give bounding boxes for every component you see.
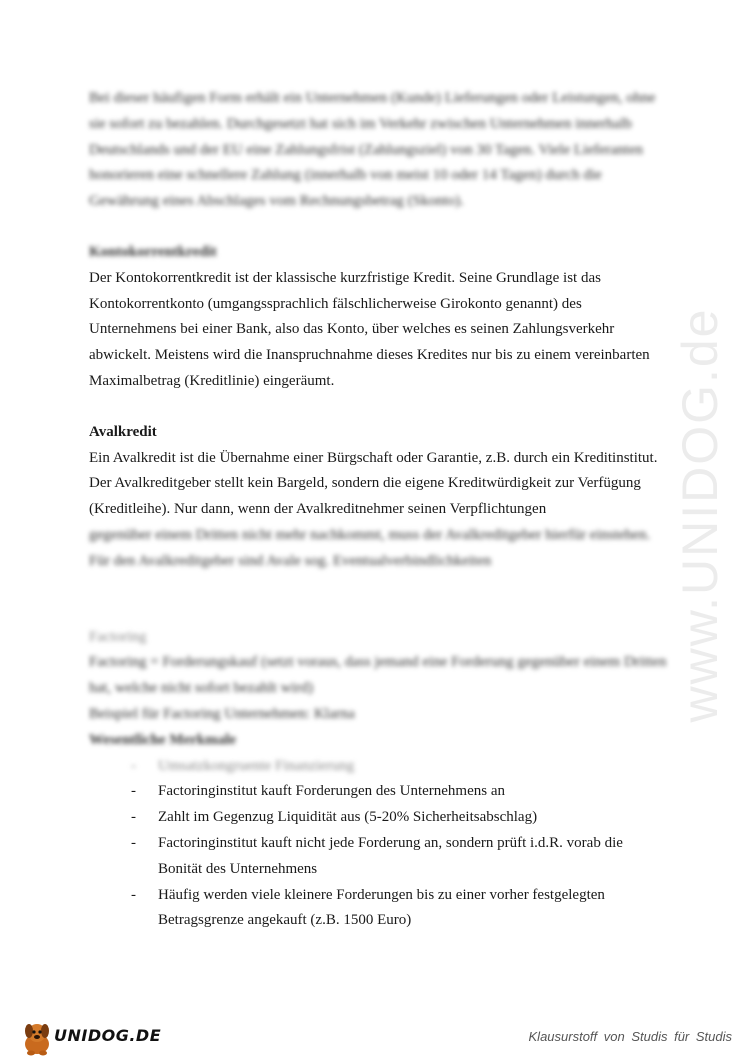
features-list: [89, 754, 669, 935]
footer-tagline: Klausurstoff von Studis für Studis: [528, 1029, 732, 1044]
bullet-dash: -: [131, 783, 136, 800]
aval-paragraph: Ein Avalkredit ist die Übernahme einer Bürgschaft oder Garantie, z.B. durch ein Kreditinstitut. Der Avalkreditgeber stellt kein Bargeld, sondern die eigene Kreditwürdigkeit zur Verfügung (Kreditleihe). Nur dann, wenn der Avalkreditnehmer seinen Verpflichtungen: [89, 449, 658, 518]
watermark-text: www.UNIDOG.de: [672, 307, 728, 723]
list-item-text: Häufig werden viele kleinere Forderungen bis zu einer vorher festgelegten Betragsgrenze angekauft (z.B. 1500 Euro): [158, 886, 605, 929]
list-item: [89, 883, 669, 935]
watermark: [670, 280, 730, 750]
factoring-example: Beispiel für Factoring Unternehmen: Klarna: [89, 705, 355, 722]
bullet-dash: -: [131, 809, 136, 826]
factoring-definition: Factoring = Forderungskauf (setzt voraus, dass jemand eine Forderung gegenüber einem Dritten hat, welche nicht sofort bezahlt wird): [89, 654, 667, 697]
blurred-intro-paragraph: Bei dieser häufigen Form erhält ein Unternehmen (Kunde) Lieferungen oder Leistungen, ohne sie sofort zu bezahlen. Durchgesetzt hat sich im Verkehr zwischen Unternehmen innerhalb Deutschlands und der EU eine Zahlungsfrist (Zahlungsziel) von 30 Tagen. Viele Lieferanten honorieren eine schnellere Zahlung (innerhalb von meist 10 oder 14 Tagen) durch die Gewährung eines Abschlages vom Rechnungsbetrag (Skonto).: [89, 90, 656, 210]
list-item-text: Factoringinstitut kauft nicht jede Forderung an, sondern prüft i.d.R. vorab die Bonität des Unternehmens: [158, 834, 623, 877]
logo-text: UNIDOG.DE: [54, 1026, 162, 1045]
list-item-text: Zahlt im Gegenzug Liquidität aus (5-20% Sicherheitsabschlag): [158, 809, 538, 826]
list-item-blurred: [89, 754, 669, 780]
document-content: [89, 86, 669, 934]
dog-icon: [20, 1020, 54, 1056]
list-item-text: Factoringinstitut kauft Forderungen des Unternehmens an: [158, 783, 506, 800]
list-item-text: Umsatzkongruente Finanzierung: [158, 757, 355, 774]
list-item: [89, 779, 669, 805]
features-heading: Wesentliche Merkmale: [89, 731, 237, 748]
aval-heading: Avalkredit: [89, 423, 157, 440]
bullet-dash: -: [131, 834, 136, 851]
list-item: [89, 805, 669, 831]
list-item: [89, 831, 669, 883]
unidog-logo[interactable]: [20, 1018, 160, 1058]
bullet-dash: -: [131, 757, 136, 774]
kontokorrent-heading: Kontokorrentkredit: [89, 243, 217, 260]
kontokorrent-paragraph: Der Kontokorrentkredit ist der klassische kurzfristige Kredit. Seine Grundlage ist das Kontokorrentkonto (umgangssprachlich fälschlicherweise Girokonto genannt) des Unternehmens bei einer Bank, also das Konto, über welches es seinen Zahlungsverkehr abwickelt. Meistens wird die Inanspruchnahme dieses Kredites nur bis zu einem vereinbarten Maximalbetrag (Kreditlinie) eingeräumt.: [89, 269, 650, 389]
factoring-heading: Factoring: [89, 628, 147, 645]
bullet-dash: -: [131, 886, 136, 903]
aval-blurred-paragraph: gegenüber einem Dritten nicht mehr nachkommt, muss der Avalkreditgeber hierfür einstehen. Für den Avalkreditgeber sind Avale sog. Eventualverbindlichkeiten: [89, 526, 651, 569]
